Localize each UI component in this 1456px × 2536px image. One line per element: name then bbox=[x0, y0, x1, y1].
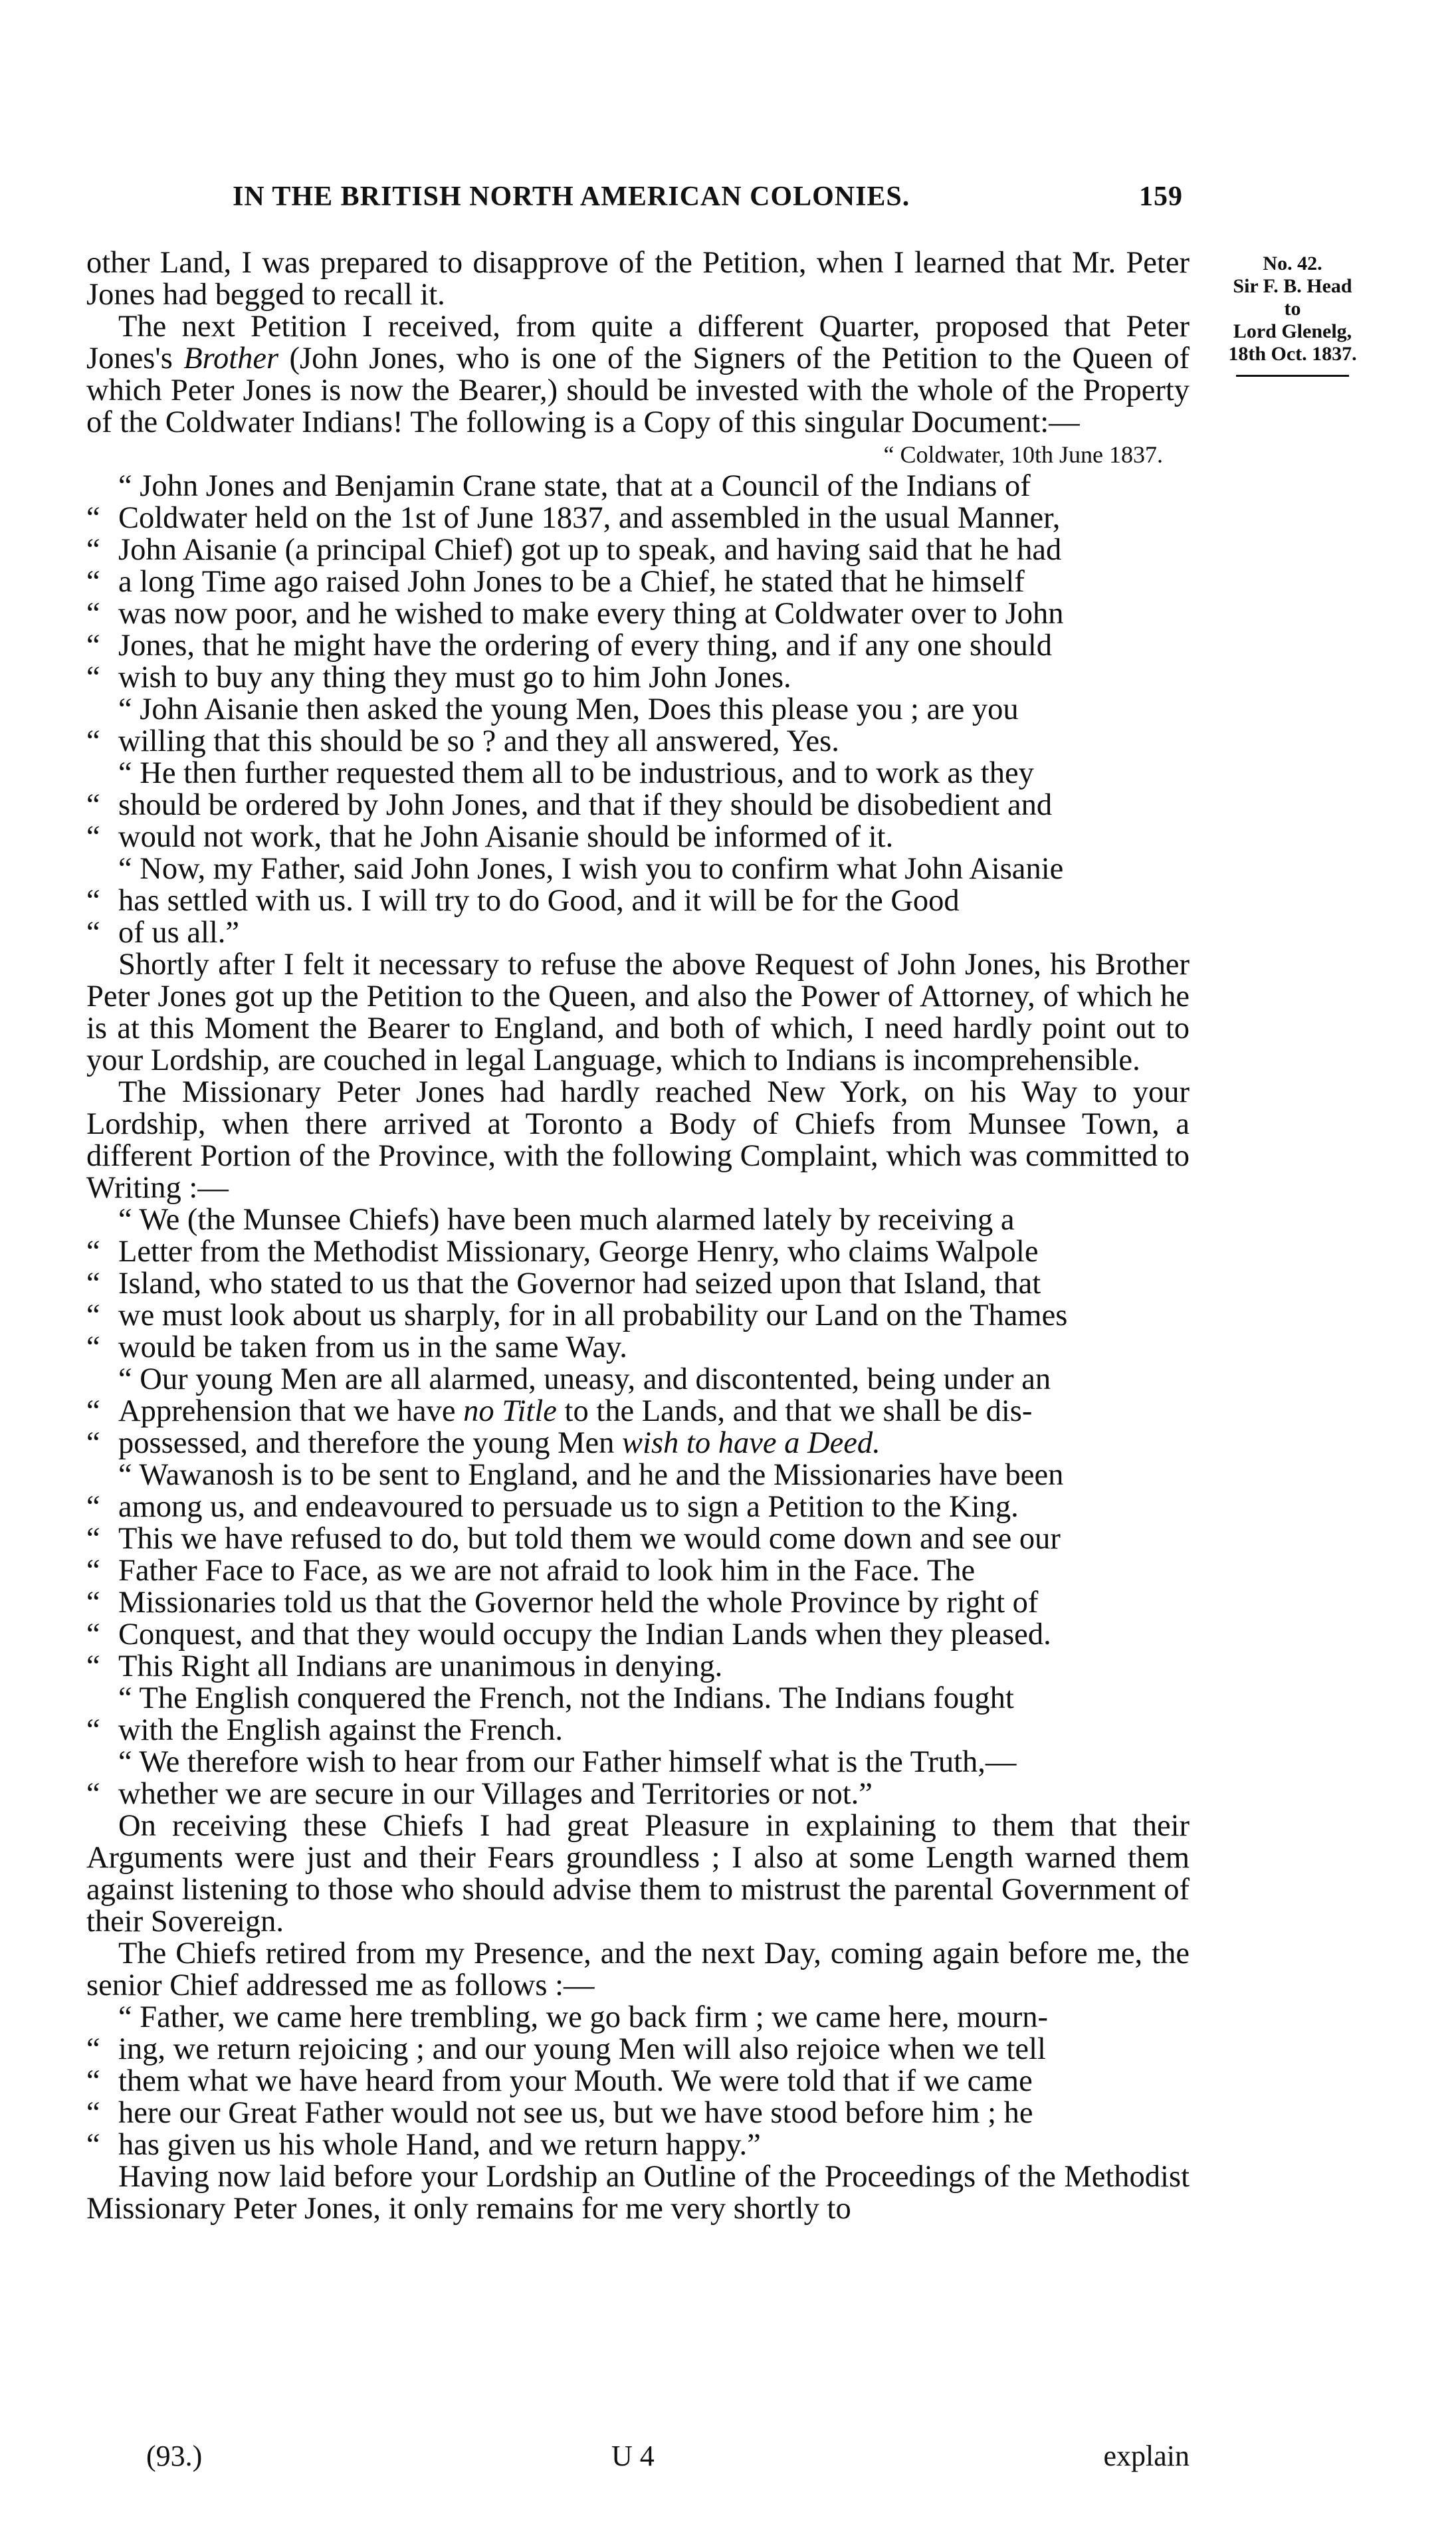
quotation bbox=[86, 1204, 1190, 1364]
quotation bbox=[86, 1746, 1190, 1810]
quote-line: “ He then further requested them all to be industrious, and to work as they bbox=[118, 756, 1034, 790]
paragraph: On receiving these Chiefs I had great Pleasure in explaining to them that their Arguments were just and their Fears groundless ; I also at some Length warned them against listening to those who should advise them to mistrust the parental Government of their Sovereign. bbox=[86, 1809, 1190, 1939]
quote-line: “ of us all.” bbox=[86, 916, 240, 950]
quote-line: “ has settled with us. I will try to do Good, and it will be for the Good bbox=[86, 884, 960, 918]
margin-note-number: No. 42. bbox=[1263, 253, 1322, 274]
quote-line: “ should be ordered by John Jones, and that if they should be disobedient and bbox=[86, 788, 1053, 822]
quote-line: “ would be taken from us in the same Way. bbox=[86, 1330, 627, 1364]
quote-line: “ Letter from the Methodist Missionary, George Henry, who claims Walpole bbox=[86, 1235, 1039, 1269]
quote-line: “ them what we have heard from your Mouth. We were told that if we came bbox=[86, 2064, 1033, 2098]
quote-line: “ We therefore wish to hear from our Father himself what is the Truth,— bbox=[118, 1745, 1017, 1779]
quote-line: “ here our Great Father would not see us, but we have stood before him ; he bbox=[86, 2096, 1033, 2130]
quote-line: “ The English conquered the French, not the Indians. The Indians fought bbox=[118, 1681, 1014, 1715]
quote-line: “ whether we are secure in our Villages and Territories or not.” bbox=[86, 1777, 873, 1811]
quotation bbox=[86, 2002, 1190, 2161]
page-header bbox=[100, 181, 1183, 221]
quote-line: “ Missionaries told us that the Governor held the whole Province by right of bbox=[86, 1586, 1039, 1620]
quote-line: “ Father Face to Face, as we are not afraid to look him in the Face. The bbox=[86, 1554, 976, 1588]
quotation bbox=[86, 694, 1190, 758]
quote-line: “ John Aisanie then asked the young Men, Does this please you ; are you bbox=[118, 692, 1019, 726]
quote-line: “ Father, we came here trembling, we go back firm ; we came here, mourn- bbox=[118, 2000, 1048, 2034]
quotation bbox=[86, 471, 1190, 694]
quote-line: “ Coldwater held on the 1st of June 1837, and assembled in the usual Manner, bbox=[86, 501, 1061, 535]
quotation bbox=[86, 1459, 1190, 1683]
page-footer bbox=[100, 2439, 1190, 2479]
quotation bbox=[86, 1364, 1190, 1459]
quote-line: “ Apprehension that we have no Title to the Lands, and that we shall be dis- bbox=[86, 1394, 1033, 1428]
quote-line: “ Jones, that he might have the ordering of every thing, and if any one should bbox=[86, 629, 1052, 663]
paragraph: Having now laid before your Lordship an Outline of the Proceedings of the Methodist Missionary Peter Jones, it only remains for me very shortly to bbox=[86, 2160, 1190, 2226]
quote-line: “ among us, and endeavoured to persuade us to sign a Petition to the King. bbox=[86, 1490, 1019, 1524]
quote-line: “ was now poor, and he wished to make every thing at Coldwater over to John bbox=[86, 597, 1064, 631]
text-run: The next Petition I received, from quite a different Quarter, proposed that Peter Jones's bbox=[86, 310, 1190, 375]
quote-line: “ Now, my Father, said John Jones, I wish you to confirm what John Aisanie bbox=[118, 852, 1064, 886]
margin-note bbox=[1203, 253, 1382, 377]
page-number: 159 bbox=[1139, 181, 1183, 212]
catchword: explain bbox=[1103, 2440, 1190, 2472]
quote-line: “ Conquest, and that they would occupy the Indian Lands when they pleased. bbox=[86, 1618, 1051, 1651]
quote-line: “ wish to buy any thing they must go to him John Jones. bbox=[86, 661, 791, 694]
paragraph: other Land, I was prepared to disapprove of the Petition, when I learned that Mr. Peter Jones had begged to recall it. bbox=[86, 246, 1190, 312]
text-run: to the Lands, and that we shall be dis- bbox=[556, 1394, 1033, 1428]
margin-note-rule bbox=[1236, 375, 1349, 377]
quote-line: “ Wawanosh is to be sent to England, and he and the Missionaries have been bbox=[118, 1458, 1064, 1492]
margin-note-recipient: Lord Glenelg, bbox=[1233, 320, 1352, 342]
margin-note-date: 18th Oct. 1837. bbox=[1228, 343, 1357, 365]
quote-line: “ with the English against the French. bbox=[86, 1713, 563, 1747]
margin-note-from: Sir F. B. Head bbox=[1233, 275, 1352, 297]
paragraph: The Chiefs retired from my Presence, and the next Day, coming again before me, the senior Chief addressed me as follows :— bbox=[86, 1937, 1190, 2002]
quote-line: “ a long Time ago raised John Jones to be a Chief, he stated that he himself bbox=[86, 565, 1025, 599]
text-run: Apprehension that we have bbox=[118, 1394, 464, 1428]
quote-line: “ John Jones and Benjamin Crane state, that at a Council of the Indians of bbox=[118, 469, 1031, 503]
paragraph: The Missionary Peter Jones had hardly reached New York, on his Way to your Lordship, when there arrived at Toronto a Body of Chiefs from Munsee Town, a different Portion of the Province, with the following Complaint, which was committed to Writing :— bbox=[86, 1075, 1190, 1205]
quotation bbox=[86, 853, 1190, 949]
quote-line: “ possessed, and therefore the young Men wish to have a Deed. bbox=[86, 1426, 881, 1460]
body-text bbox=[86, 247, 1190, 2225]
emphasis: wish to have a Deed. bbox=[622, 1426, 881, 1460]
quote-line: “ We (the Munsee Chiefs) have been much alarmed lately by receiving a bbox=[118, 1203, 1015, 1237]
quote-line: “ we must look about us sharply, for in all probability our Land on the Thames bbox=[86, 1299, 1068, 1332]
paragraph bbox=[86, 311, 1190, 439]
emphasis: no Title bbox=[463, 1394, 557, 1428]
emphasis: Brother bbox=[183, 342, 279, 375]
quote-line: “ This Right all Indians are unanimous in denying. bbox=[86, 1649, 723, 1683]
text-run: possessed, and therefore the young Men bbox=[118, 1426, 623, 1460]
quote-line: “ would not work, that he John Aisanie should be informed of it. bbox=[86, 820, 894, 854]
quote-line: “ willing that this should be so ? and they all answered, Yes. bbox=[86, 724, 839, 758]
quote-line: “ This we have refused to do, but told them we would come down and see our bbox=[86, 1522, 1061, 1556]
quote-line: “ ing, we return rejoicing ; and our young Men will also rejoice when we tell bbox=[86, 2032, 1046, 2066]
quote-line: “ Island, who stated to us that the Governor had seized upon that Island, that bbox=[86, 1267, 1041, 1301]
text-run: (John Jones, who is one of the Signers of the Petition to the Queen of which Peter Jones is now the Bearer,) should be invested with the whole of the Property of the Coldwater Indians! The following is a Copy of this singular Document:— bbox=[86, 342, 1190, 439]
quote-line: “ John Aisanie (a principal Chief) got up to speak, and having said that he had bbox=[86, 533, 1062, 567]
dateline: “ Coldwater, 10th June 1837. bbox=[883, 441, 1163, 468]
quote-line: “ has given us his whole Hand, and we return happy.” bbox=[86, 2128, 761, 2162]
quotation bbox=[86, 758, 1190, 853]
margin-note-to: to bbox=[1284, 298, 1301, 320]
signature-mark: (93.) bbox=[146, 2440, 203, 2472]
running-title: IN THE BRITISH NORTH AMERICAN COLONIES. bbox=[233, 181, 910, 212]
paragraph: Shortly after I felt it necessary to refuse the above Request of John Jones, his Brother Peter Jones got up the Petition to the Queen, and also the Power of Attorney, of which he is at this Moment the Bearer to England, and both of which, I need hardly point out to your Lordship, are couched in legal Language, which to Indians is incomprehensible. bbox=[86, 948, 1190, 1077]
quote-line: “ Our young Men are all alarmed, uneasy, and discontented, being under an bbox=[118, 1362, 1051, 1396]
sheet-mark: U 4 bbox=[611, 2440, 655, 2472]
quotation bbox=[86, 1683, 1190, 1746]
